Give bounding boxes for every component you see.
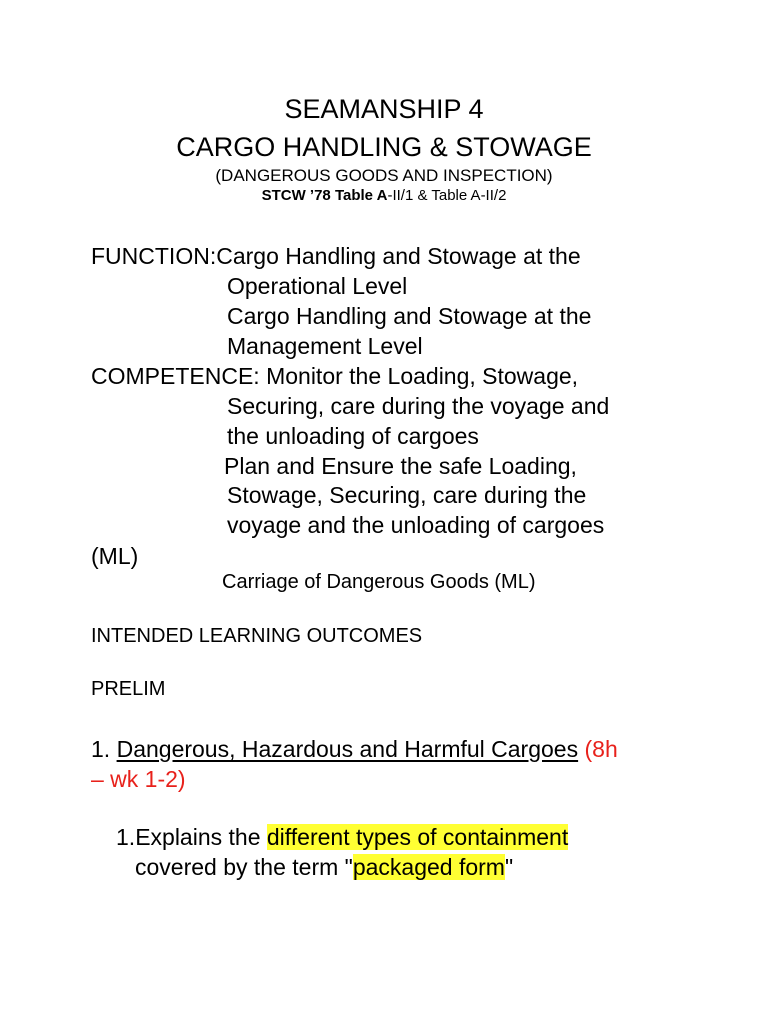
outcome1-number: 1. — [116, 824, 136, 850]
competence-line3: the unloading of cargoes — [227, 423, 479, 449]
competence-line2: Securing, care during the voyage and — [227, 393, 610, 419]
document-title-line1: SEAMANSHIP 4 — [284, 94, 484, 124]
function-text1: Cargo Handling and Stowage at the — [216, 243, 581, 269]
competence-line8: Carriage of Dangerous Goods (ML) — [222, 571, 536, 593]
outcome1-line1 — [116, 826, 568, 849]
topic1-hours-continued: – wk 1-2) — [91, 766, 186, 792]
function-line4: Management Level — [227, 333, 423, 359]
document-subtitle: (DANGEROUS GOODS AND INSPECTION) — [215, 166, 553, 185]
topic1-number: 1. — [91, 736, 117, 762]
outcome1-line2-after: " — [504, 854, 514, 880]
competence-line4: Plan and Ensure the safe Loading, — [224, 453, 577, 479]
competence-label: COMPETENCE: — [91, 363, 260, 389]
competence-line6: voyage and the unloading of cargoes — [227, 512, 605, 538]
competence-text1: Monitor the Loading, Stowage, — [259, 363, 579, 389]
stcw-reference-rest: -II/1 & Table A-II/2 — [387, 187, 507, 204]
stcw-reference-bold: STCW ’78 Table A — [261, 187, 388, 204]
competence-line5: Stowage, Securing, care during the — [227, 482, 587, 508]
function-line2: Operational Level — [227, 273, 408, 299]
competence-line7: (ML) — [91, 543, 139, 569]
outcome1-line2-before: covered by the term " — [135, 854, 353, 880]
stcw-reference — [0, 188, 768, 203]
function-line3: Cargo Handling and Stowage at the — [227, 303, 592, 329]
prelim-heading: PRELIM — [91, 678, 166, 700]
function-label: FUNCTION: — [91, 243, 217, 269]
topic1-title: Dangerous, Hazardous and Harmful Cargoes — [116, 736, 579, 762]
function-line1 — [91, 245, 581, 268]
document-title-line2: CARGO HANDLING & STOWAGE — [176, 132, 592, 162]
competence-line1 — [91, 365, 578, 388]
topic1-hours: (8h — [578, 736, 618, 762]
outcome1-line2 — [135, 856, 513, 879]
topic1-line1 — [91, 738, 618, 761]
outcome1-text-before: Explains the — [135, 824, 267, 850]
ilo-heading: INTENDED LEARNING OUTCOMES — [91, 625, 423, 647]
outcome1-highlight-packaged-form: packaged form — [352, 854, 505, 880]
outcome1-highlight-containment: different types of containment — [266, 824, 569, 850]
